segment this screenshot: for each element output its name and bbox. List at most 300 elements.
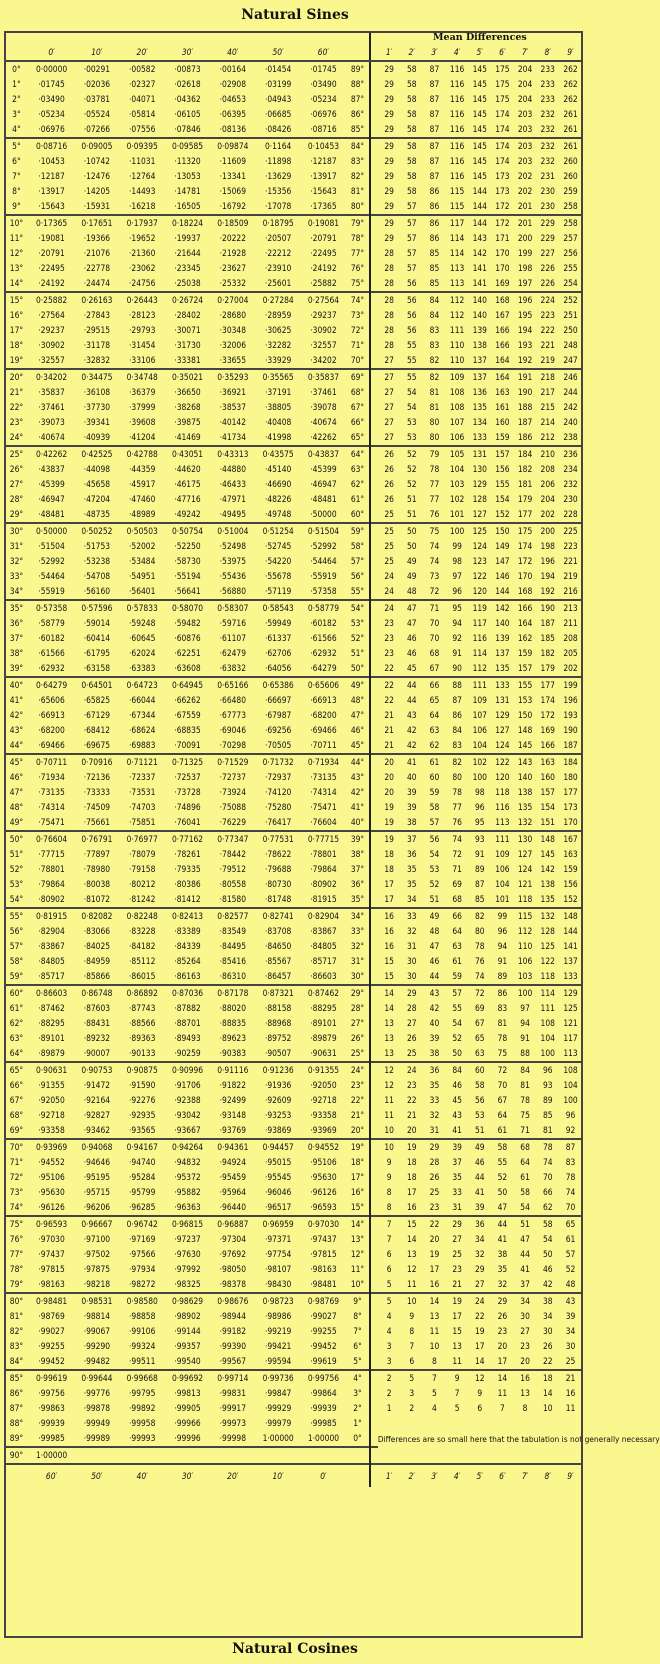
cosine-degree-label: 74° <box>346 292 370 308</box>
mean-difference-value: 21 <box>559 1370 582 1386</box>
degree-label: 21° <box>9 387 24 397</box>
cosine-degree-label: 38° <box>346 847 370 862</box>
mean-difference-value: 150 <box>517 710 533 720</box>
page-footer-title: Natural Cosines <box>232 1641 358 1657</box>
table-row <box>4 385 582 400</box>
mean-difference-value: 177 <box>536 677 559 693</box>
mean-difference-value: 7 <box>500 1403 505 1413</box>
mean-difference-value: 13 <box>407 1249 417 1259</box>
mean-difference-value: 36 <box>407 849 417 859</box>
mean-difference-value: 125 <box>540 941 555 951</box>
sine-value: ·99993 <box>129 1433 156 1443</box>
sine-value: ·13053 <box>174 171 201 181</box>
mean-difference-value: 141 <box>563 941 578 951</box>
mean-difference-value: 64 <box>429 710 440 720</box>
sine-value: 0·51504 <box>301 523 346 539</box>
mean-difference-value: 174 <box>517 541 533 551</box>
table-row <box>4 1370 582 1386</box>
sine-value: ·31730 <box>174 340 201 350</box>
sine-value: ·58730 <box>174 556 201 566</box>
degree-label: 17° <box>9 325 24 335</box>
degree-label: 53° <box>9 879 24 889</box>
sine-value: ·84182 <box>129 941 156 951</box>
mean-difference-value: 179 <box>540 663 555 673</box>
mean-difference-value: 31 <box>407 941 417 951</box>
sine-value: ·99067 <box>83 1326 111 1336</box>
mean-difference-value: 124 <box>495 740 510 750</box>
sine-value: ·96517 <box>264 1202 292 1212</box>
mean-difference-value: 117 <box>446 215 469 231</box>
sine-value: ·92050 <box>310 1080 337 1090</box>
mean-difference-value: 20 <box>520 1356 530 1366</box>
sine-value: 0·98580 <box>120 1293 165 1309</box>
sine-value: ·88566 <box>129 1018 156 1028</box>
sine-value: ·76604 <box>310 817 337 827</box>
mean-difference-value: 58 <box>400 138 423 154</box>
sine-value: ·79688 <box>264 864 292 874</box>
sine-value: 0·27564 <box>301 292 346 308</box>
mean-difference-value: 138 <box>472 340 487 350</box>
mean-difference-value: 202 <box>517 171 533 181</box>
sine-value: 0·18509 <box>210 215 255 231</box>
mean-difference-value: 152 <box>563 894 578 904</box>
mean-difference-value: 47 <box>400 600 423 616</box>
mean-difference-value: 81 <box>429 387 440 397</box>
mean-difference-value: 29 <box>384 233 394 243</box>
table-row <box>4 569 582 584</box>
table-row <box>4 1401 582 1416</box>
gap-cell <box>370 107 378 122</box>
sine-value: ·92499 <box>219 1095 246 1105</box>
sine-value: ·45140 <box>264 464 292 474</box>
diff-minute-header: 5′ <box>468 45 491 61</box>
mean-difference-value: 78 <box>497 1033 508 1043</box>
sine-value: ·80558 <box>219 879 246 889</box>
sine-value: ·33655 <box>219 355 246 365</box>
mean-difference-value: 166 <box>495 340 510 350</box>
table-row <box>4 847 582 862</box>
sine-value: ·99996 <box>174 1433 201 1443</box>
mean-difference-value: 31 <box>429 1125 440 1135</box>
mean-difference-value: 103 <box>517 971 533 981</box>
degree-label: 80° <box>4 1293 29 1309</box>
sine-value: ·99958 <box>129 1418 156 1428</box>
mean-difference-value: 29 <box>378 215 401 231</box>
mean-difference-value: 19 <box>400 1139 423 1155</box>
gap-cell <box>370 770 378 785</box>
mean-differences-heading: Mean Differences <box>433 32 527 43</box>
sine-value: 0·98629 <box>165 1293 210 1309</box>
mean-difference-value: 49 <box>468 1139 491 1155</box>
mean-difference-value: 59 <box>429 787 440 797</box>
degree-label: 70° <box>4 1139 29 1155</box>
cosine-degree-label: 58° <box>346 539 370 554</box>
degree-label: 61° <box>9 1003 24 1013</box>
sine-value: 0·82904 <box>301 908 346 924</box>
gap-cell <box>370 1232 378 1247</box>
gap-cell <box>370 1046 378 1062</box>
cosine-degree-label: 42° <box>346 785 370 800</box>
sine-value <box>301 1447 346 1464</box>
footer-diff-minute: 2′ <box>400 1464 423 1487</box>
mean-difference-value: 160 <box>540 772 555 782</box>
mean-difference-value: 11 <box>407 1279 417 1289</box>
mean-difference-value: 41 <box>497 1234 508 1244</box>
mean-difference-value: 7 <box>454 1388 460 1398</box>
sine-value: ·99567 <box>219 1356 246 1366</box>
sine-value: ·36379 <box>129 387 156 397</box>
sine-value: 0·82741 <box>255 908 300 924</box>
mean-difference-value: 54 <box>520 1202 530 1212</box>
cosine-degree-label: 44° <box>346 754 370 770</box>
mean-difference-value: 112 <box>449 310 465 320</box>
mean-difference-value: 115 <box>449 186 465 196</box>
mean-difference-value: 27 <box>474 1279 485 1289</box>
sine-value: ·54464 <box>310 556 337 566</box>
mean-difference-value: 219 <box>540 355 555 365</box>
table-row <box>4 708 582 723</box>
mean-difference-value: 26 <box>384 494 394 504</box>
mean-difference-value: 42 <box>407 725 417 735</box>
mean-difference-value: 57 <box>400 215 423 231</box>
mean-difference-value: 14 <box>474 1356 485 1366</box>
cosine-degree-label: 31° <box>346 954 370 969</box>
sine-value: ·16505 <box>174 201 201 211</box>
gap-cell <box>370 462 378 477</box>
mean-difference-value: 81 <box>429 402 440 412</box>
sine-value: ·06685 <box>264 109 292 119</box>
degree-label: 72° <box>9 1172 24 1182</box>
degree-label: 9° <box>12 201 21 211</box>
degree-label: 40° <box>4 677 29 693</box>
degree-label: 4° <box>12 124 21 134</box>
sine-value: ·15356 <box>264 186 292 196</box>
mean-difference-value: 6 <box>386 1264 392 1274</box>
mean-difference-value: 6 <box>477 1403 483 1413</box>
degree-label: 85° <box>4 1370 29 1386</box>
gap-cell <box>370 1155 378 1170</box>
degree-label: 68° <box>9 1110 24 1120</box>
gap-cell <box>370 199 378 215</box>
sine-value: ·92718 <box>38 1110 65 1120</box>
cosine-degree-label: 18° <box>346 1155 370 1170</box>
mean-difference-value: 67 <box>474 1018 485 1028</box>
sine-value: ·89363 <box>129 1033 156 1043</box>
mean-difference-value: 96 <box>452 586 462 596</box>
mean-difference-value: 204 <box>517 79 533 89</box>
mean-difference-value: 38 <box>429 1048 440 1058</box>
mean-difference-value: 202 <box>563 663 578 673</box>
mean-difference-value: 52 <box>407 464 417 474</box>
sine-value: ·25882 <box>310 278 337 288</box>
sine-value: 0·91355 <box>301 1062 346 1078</box>
mean-difference-value: 29 <box>378 138 401 154</box>
mean-difference-value: 21 <box>384 740 394 750</box>
gap-cell <box>370 847 378 862</box>
sine-value: ·99619 <box>310 1356 337 1366</box>
degree-label: 63° <box>9 1033 24 1043</box>
gap-cell <box>370 862 378 877</box>
gap-cell <box>370 292 378 308</box>
table-row <box>4 154 582 169</box>
mean-difference-value: 28 <box>384 325 394 335</box>
sine-value: ·81412 <box>174 894 201 904</box>
sine-value: ·08426 <box>264 124 292 134</box>
sine-value: ·88968 <box>264 1018 292 1028</box>
footer-blank <box>346 1464 370 1487</box>
mean-difference-value: 40 <box>407 772 417 782</box>
cosine-degree-label: 50° <box>346 661 370 677</box>
sine-value: ·67344 <box>129 710 156 720</box>
mean-difference-value: 161 <box>495 402 510 412</box>
table-row <box>4 584 582 600</box>
sine-value: ·86310 <box>219 971 246 981</box>
mean-difference-value: 88 <box>520 1048 530 1058</box>
mean-difference-value: 87 <box>423 138 446 154</box>
mean-difference-value: 29 <box>384 186 394 196</box>
sine-value: ·97815 <box>38 1264 65 1274</box>
table-row <box>4 446 582 462</box>
mean-difference-value: 159 <box>517 648 533 658</box>
table-row <box>4 261 582 276</box>
sine-value: ·95715 <box>83 1187 111 1197</box>
mean-difference-value: 128 <box>540 926 555 936</box>
sine-value: ·99290 <box>83 1341 111 1351</box>
mean-difference-value: 175 <box>514 523 537 539</box>
mean-difference-value: 172 <box>491 215 514 231</box>
mean-difference-value: 91 <box>474 849 485 859</box>
sine-value: ·57358 <box>310 586 337 596</box>
sine-value: ·19081 <box>38 233 65 243</box>
mean-difference-value: 226 <box>540 278 555 288</box>
mean-difference-value: 29 <box>384 109 394 119</box>
sine-value: ·68200 <box>310 710 337 720</box>
sine-value: ·15069 <box>219 186 246 196</box>
degree-label: 74° <box>9 1202 24 1212</box>
mean-difference-value: 184 <box>514 446 537 462</box>
sine-value: 0·70916 <box>74 754 119 770</box>
sine-value: 0·91116 <box>210 1062 255 1078</box>
sine-value: ·81580 <box>219 894 246 904</box>
sine-value: 0·65166 <box>210 677 255 693</box>
mean-difference-value: 175 <box>495 79 510 89</box>
sine-value: ·52745 <box>264 541 292 551</box>
sine-value: ·55919 <box>38 586 65 596</box>
mean-difference-value: 60 <box>429 772 440 782</box>
sine-value: ·99452 <box>38 1356 65 1366</box>
mean-difference-value: 33 <box>400 908 423 924</box>
sine-value: ·84025 <box>83 941 111 951</box>
sine-value: 0·09395 <box>120 138 165 154</box>
mean-difference-value: 86 <box>423 215 446 231</box>
sine-value: 0·71325 <box>165 754 210 770</box>
sine-value: ·10453 <box>38 156 65 166</box>
mean-difference-value: 51 <box>429 894 440 904</box>
mean-difference-value: 104 <box>495 879 510 889</box>
mean-difference-value: 93 <box>542 1080 553 1090</box>
mean-difference-value: 47 <box>497 1202 508 1212</box>
degree-label: 22° <box>9 402 24 412</box>
sine-value: 1·00000 <box>307 1433 340 1443</box>
mean-difference-value: 70 <box>429 618 440 628</box>
mean-difference-value: 261 <box>559 138 582 154</box>
mean-difference-value: 135 <box>517 802 533 812</box>
mean-difference-value: 52 <box>400 446 423 462</box>
mean-difference-value: 64 <box>452 926 462 936</box>
cosine-degree-label: 19° <box>346 1139 370 1155</box>
mean-difference-value: 101 <box>449 509 465 519</box>
sine-value: ·12764 <box>129 171 156 181</box>
mean-difference-value: 15 <box>452 1326 462 1336</box>
mean-difference-value: 89 <box>474 864 485 874</box>
mean-difference-value: 37 <box>520 1279 530 1289</box>
sine-value: 0·77531 <box>255 831 300 847</box>
sine-value: ·56401 <box>129 586 156 596</box>
mean-difference-value: 256 <box>563 248 578 258</box>
sine-value: ·73728 <box>174 787 201 797</box>
mean-difference-value: 16 <box>378 908 401 924</box>
mean-difference-value: 64 <box>497 1110 508 1120</box>
sine-value: ·60182 <box>310 618 337 628</box>
mean-difference-value: 18 <box>407 1172 417 1182</box>
mean-difference-value: 46 <box>542 1264 553 1274</box>
mean-difference-value: 42 <box>429 1003 440 1013</box>
sine-value: ·91355 <box>38 1080 65 1090</box>
mean-difference-value: 19 <box>384 817 394 827</box>
mean-difference-value: 71 <box>520 1125 530 1135</box>
table-row <box>4 338 582 353</box>
sine-value: ·68200 <box>38 725 65 735</box>
cosine-degree-label: 70° <box>346 353 370 369</box>
sine-value: ·79335 <box>174 864 201 874</box>
sine-value: ·95882 <box>174 1187 201 1197</box>
sine-value: ·99847 <box>264 1388 292 1398</box>
mean-difference-value: 58 <box>536 1216 559 1232</box>
cosine-degree-label: 25° <box>346 1046 370 1062</box>
mean-difference-value: 87 <box>429 171 440 181</box>
mean-difference-value: 187 <box>563 740 578 750</box>
degree-label: 19° <box>9 355 24 365</box>
sine-value: ·66262 <box>174 695 201 705</box>
mean-difference-value: 44 <box>474 1172 485 1182</box>
mean-difference-value: 34 <box>514 1293 537 1309</box>
sine-value: ·99813 <box>174 1388 201 1398</box>
sine-value: ·29237 <box>38 325 65 335</box>
sine-value: ·81915 <box>310 894 337 904</box>
mean-difference-value: 157 <box>540 787 555 797</box>
mean-difference-value: 260 <box>563 156 578 166</box>
mean-difference-value: 170 <box>517 571 533 581</box>
sine-value: ·95545 <box>264 1172 292 1182</box>
mean-difference-value: 202 <box>517 186 533 196</box>
mean-difference-value: 48 <box>565 1279 576 1289</box>
sine-value: ·75088 <box>219 802 246 812</box>
cosine-degree-label <box>346 1447 370 1464</box>
mean-difference-value: 58 <box>520 1187 530 1197</box>
sine-value: ·98481 <box>310 1279 337 1289</box>
diff-minute-header: 6′ <box>491 45 514 61</box>
sine-value: 0·91236 <box>255 1062 300 1078</box>
sine-value: ·95799 <box>129 1187 156 1197</box>
sine-value: ·15643 <box>310 186 337 196</box>
mean-difference-value: 185 <box>540 633 555 643</box>
degree-label: 25° <box>4 446 29 462</box>
mean-difference-value: 37 <box>452 1157 462 1167</box>
mean-difference-value: 131 <box>495 695 510 705</box>
sine-value: ·24756 <box>129 278 156 288</box>
mean-difference-value: 16 <box>429 1279 440 1289</box>
sine-value: ·87743 <box>129 1003 156 1013</box>
mean-difference-value: 27 <box>407 1018 417 1028</box>
mean-difference-value: 211 <box>563 618 578 628</box>
degree-label: 18° <box>9 340 24 350</box>
sine-value: ·74120 <box>264 787 292 797</box>
sine-value: ·99929 <box>264 1403 292 1413</box>
mean-difference-value: 163 <box>536 754 559 770</box>
mean-difference-value: 127 <box>472 509 487 519</box>
gap-cell <box>370 154 378 169</box>
mean-difference-value: 174 <box>495 156 510 166</box>
gap-cell <box>370 1093 378 1108</box>
table-row <box>4 723 582 738</box>
sine-value: ·59248 <box>129 618 156 628</box>
cosine-degree-label: 55° <box>346 584 370 600</box>
sine-value: 0·99714 <box>210 1370 255 1386</box>
mean-difference-value: 25 <box>565 1356 576 1366</box>
cosine-degree-label: 2° <box>346 1401 370 1416</box>
mean-difference-value: 47 <box>520 1234 530 1244</box>
sine-value: ·08716 <box>310 124 337 134</box>
sine-value: ·70091 <box>174 740 201 750</box>
sine-value: ·69466 <box>38 740 65 750</box>
mean-difference-value: 120 <box>495 772 510 782</box>
mean-difference-value: 34 <box>565 1326 576 1336</box>
mean-difference-value: 148 <box>536 831 559 847</box>
sine-value: ·37461 <box>38 402 65 412</box>
mean-difference-value: 24 <box>400 1062 423 1078</box>
degree-label: 35° <box>4 600 29 616</box>
mean-difference-value: 7 <box>386 1234 392 1244</box>
footer-minute: 50′ <box>74 1464 119 1487</box>
mean-difference-value: 147 <box>495 556 510 566</box>
diff-minute-header: 8′ <box>536 45 559 61</box>
mean-difference-value: 261 <box>563 124 578 134</box>
sine-value: ·74314 <box>310 787 337 797</box>
mean-difference-value: 227 <box>540 248 555 258</box>
mean-difference-value: 78 <box>474 941 485 951</box>
mean-difference-value: 121 <box>563 1018 578 1028</box>
mean-difference-value: 164 <box>495 355 510 365</box>
sine-value: 0·71121 <box>120 754 165 770</box>
degree-label: 32° <box>9 556 24 566</box>
sine-value: ·58779 <box>38 618 65 628</box>
mean-difference-value: 99 <box>452 541 462 551</box>
mean-difference-value: 108 <box>559 1062 582 1078</box>
sine-value: ·35837 <box>38 387 65 397</box>
diff-minute-header: 9′ <box>559 45 582 61</box>
sine-value: ·33381 <box>174 355 201 365</box>
gap-cell <box>370 677 378 693</box>
mean-difference-value: 190 <box>517 387 533 397</box>
mean-difference-value: 61 <box>452 956 462 966</box>
sine-value: ·24192 <box>310 263 337 273</box>
gap-cell <box>370 539 378 554</box>
sine-value: ·27843 <box>83 310 111 320</box>
mean-difference-value: 214 <box>540 417 555 427</box>
mean-difference-value: 80 <box>429 432 440 442</box>
sine-value: 0·10453 <box>301 138 346 154</box>
sine-value: 0·08716 <box>29 138 74 154</box>
